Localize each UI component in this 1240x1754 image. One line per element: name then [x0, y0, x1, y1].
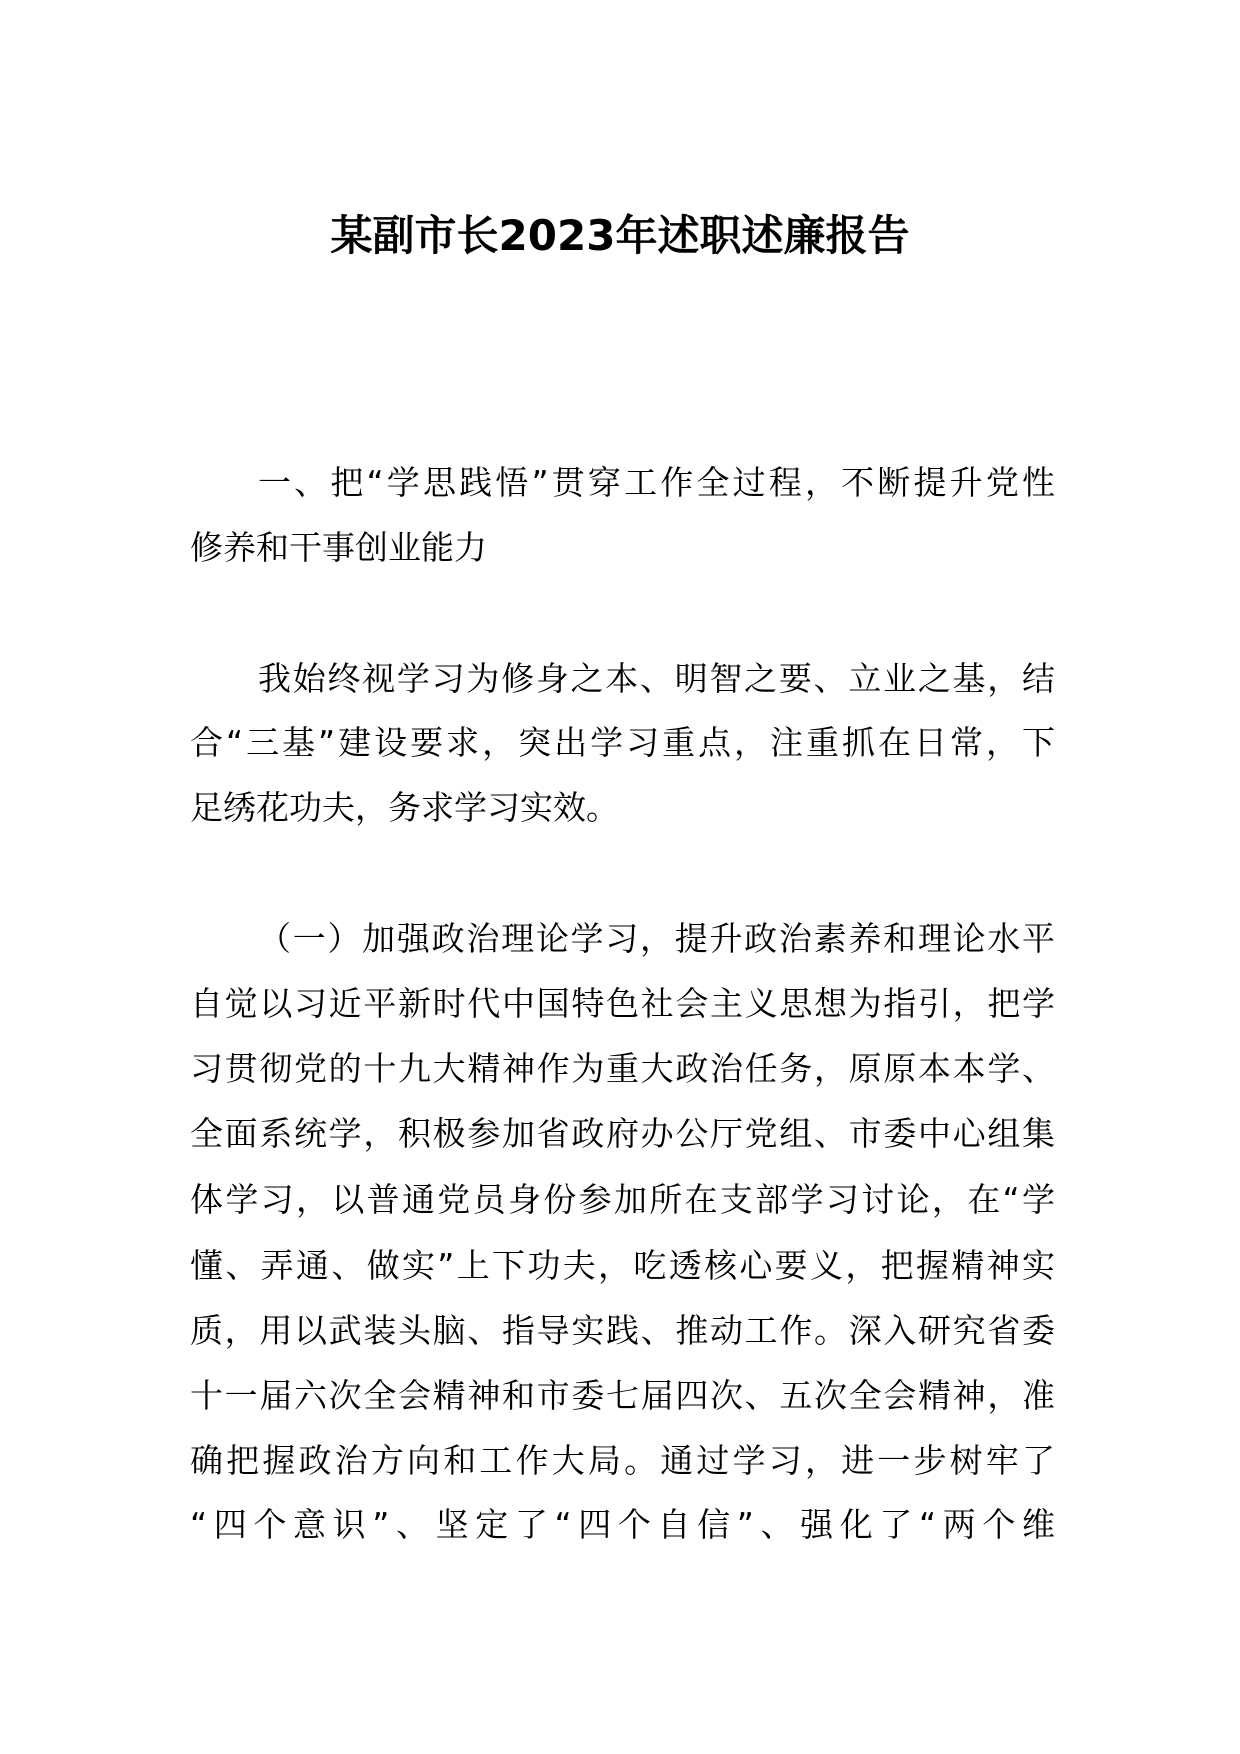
paragraph-line: 懂、弄通、做实”上下功夫，吃透核心要义，把握精神实 [190, 1246, 1055, 1285]
paragraph-line: 合“三基”建设要求，突出学习重点，注重抓在日常，下 [190, 723, 1055, 762]
paragraph-line: 全面系统学，积极参加省政府办公厅党组、市委中心组集 [190, 1114, 1055, 1153]
paragraph-line: 十一届六次全会精神和市委七届四次、五次全会精神，准 [190, 1376, 1055, 1415]
section-heading-line: 修养和干事创业能力 [190, 528, 487, 567]
paragraph-line: 体学习，以普通党员身份参加所在支部学习讨论，在“学 [190, 1180, 1055, 1219]
subsection-heading-line: （一）加强政治理论学习，提升政治素养和理论水平 [258, 919, 1055, 958]
document-title: 某副市长2023年述职述廉报告 [330, 211, 910, 260]
paragraph-line: 我始终视学习为修身之本、明智之要、立业之基，结 [258, 659, 1055, 698]
paragraph-line: “四个意识”、坚定了“四个自信”、强化了“两个维 [190, 1505, 1055, 1544]
paragraph-line: 质，用以武装头脑、指导实践、推动工作。深入研究省委 [190, 1311, 1055, 1350]
paragraph-line: 自觉以习近平新时代中国特色社会主义思想为指引，把学 [190, 984, 1055, 1023]
section-heading-line: 一、把“学思践悟”贯穿工作全过程，不断提升党性 [258, 463, 1055, 502]
paragraph-line: 足绣花功夫，务求学习实效。 [190, 788, 619, 827]
paragraph-line: 确把握政治方向和工作大局。通过学习，进一步树牢了 [190, 1441, 1055, 1480]
paragraph-line: 习贯彻党的十九大精神作为重大政治任务，原原本本学、 [190, 1049, 1055, 1088]
